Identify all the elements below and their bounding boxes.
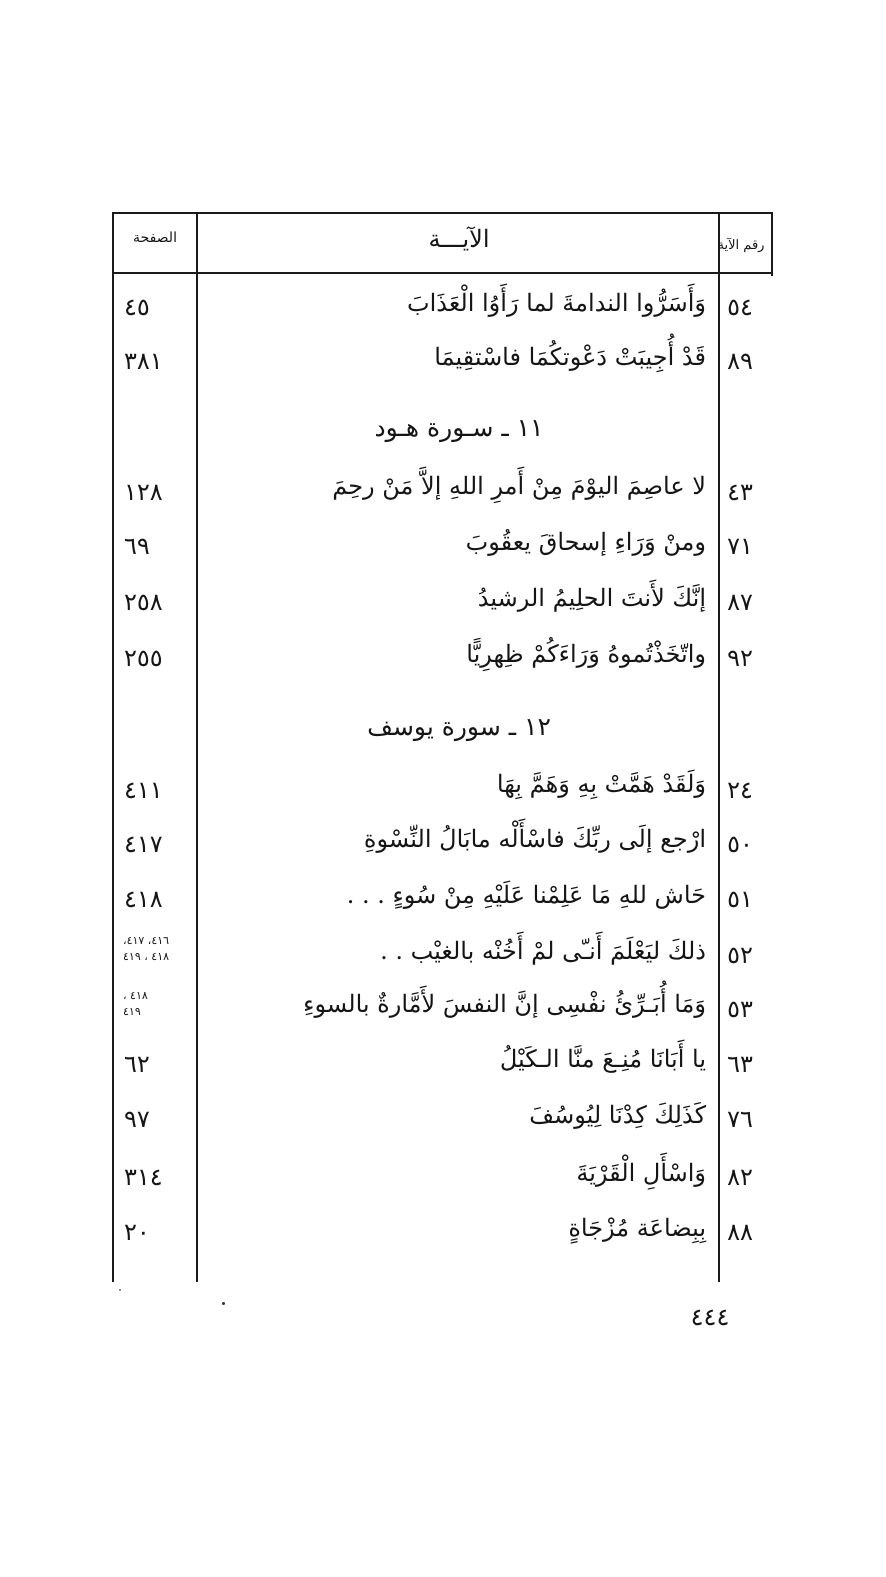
ink-speck xyxy=(222,1302,225,1305)
page-ref: ٤١١ xyxy=(124,776,163,804)
verse-number: ٦٣ xyxy=(727,1050,753,1078)
page-ref: ٢٠ xyxy=(124,1218,150,1246)
verse-text: لا عاصِمَ اليوْمَ مِنْ أَمرِ اللهِ إلاَّ مَنْ رحِمَ xyxy=(332,472,706,500)
verse-number: ٥٠ xyxy=(727,830,753,858)
verse-number: ٤٣ xyxy=(727,478,753,506)
verse-number: ٢٤ xyxy=(727,776,753,804)
verse-number: ٥٤ xyxy=(727,293,753,321)
verse-text: ومنْ وَرَاءِ إسحاقَ يعقُوبَ xyxy=(465,528,706,556)
verse-text: وَأَسَرُّوا الندامةَ لما رَأَوُا الْعَذَابَ xyxy=(406,289,706,317)
verse-text: كَذَلِكَ كِدْنَا لِيُوسُفَ xyxy=(529,1101,706,1129)
surah-heading: ١٢ ـ سورة يوسف xyxy=(367,712,551,741)
page-ref-line: ٤١٨ ، ٤١٩ xyxy=(123,950,170,963)
page-ref: ١٢٨ xyxy=(124,478,163,506)
verse-number: ٥١ xyxy=(727,885,753,913)
page-ref: ٩٧ xyxy=(124,1105,150,1133)
page-ref-line: ٤١٩ xyxy=(123,1005,141,1018)
verse-text: ارْجع إلَى ربِّكَ فاسْأَلْه مابَالُ النِّسْوةِ xyxy=(363,825,706,853)
verse-number: ٧١ xyxy=(727,532,753,560)
verse-text: ذلكَ ليَعْلَمَ أَنـّى لمْ أَخُنْه بالغيْب . . xyxy=(380,937,706,965)
page-number: ٤٤٤ xyxy=(690,1303,730,1331)
page-ref-line: ٤١٨ ، xyxy=(123,989,148,1002)
surah-heading: ١١ ـ سـورة هـود xyxy=(374,413,544,442)
page-ref: ٣١٤ xyxy=(124,1163,163,1191)
page-ref-line: ٤١٦، ٤١٧، xyxy=(123,934,170,947)
page-ref: ٦٢ xyxy=(124,1050,150,1078)
verse-number: ٨٩ xyxy=(727,347,753,375)
header-verse: الآيـــة xyxy=(428,225,490,253)
verse-number: ٩٢ xyxy=(727,644,753,672)
verse-text: إنَّكَ لأَنتَ الحلِيمُ الرشيدُ xyxy=(477,584,706,612)
table-border-top xyxy=(112,212,773,214)
verse-text: واتّخَذْتُموهُ وَرَاءَكُمْ ظِهرِيًّا xyxy=(466,640,706,668)
header-page: الصفحة xyxy=(133,230,177,246)
verse-text: وَلَقَدْ هَمَّتْ بِهِ وَهَمَّ بِهَا xyxy=(496,770,706,798)
page-ref: ٣٨١ xyxy=(124,347,163,375)
header-verse-number: رقم الآية xyxy=(717,238,765,253)
verse-text: وَاسْأَلِ الْقَرْيَةَ xyxy=(576,1159,706,1187)
verse-number: ٥٣ xyxy=(727,995,753,1023)
verse-number: ٥٢ xyxy=(727,941,753,969)
verse-text: يا أَبَانَا مُنِـعَ منَّا الـكَيْلُ xyxy=(499,1045,706,1073)
verse-number: ٨٨ xyxy=(727,1218,753,1246)
verse-text: حَاش للهِ مَا عَلِمْنا عَلَيْهِ مِنْ سُوءٍ . . . xyxy=(346,881,706,909)
ink-speck xyxy=(119,1289,121,1291)
verse-text: بِبِضاعَة مُزْجَاةٍ xyxy=(568,1214,706,1242)
page-ref: ٢٥٥ xyxy=(124,644,163,672)
page-ref: ٢٥٨ xyxy=(124,588,163,616)
header-divider xyxy=(112,272,773,274)
verse-number: ٨٢ xyxy=(727,1163,753,1191)
page-ref: ٤١٨ xyxy=(124,885,163,913)
page-ref: ٤٥ xyxy=(124,293,150,321)
table-border-right xyxy=(771,212,773,276)
page-ref: ٦٩ xyxy=(124,532,150,560)
verse-text: قَدْ أُجِيبَتْ دَعْوتكُمَا فاسْتقِيمَا xyxy=(434,343,706,371)
verse-text: وَمَا أُبَـرِّئُ نفْسِى إنَّ النفسَ لأَمَّارةٌ بالسوءِ xyxy=(303,990,706,1018)
verse-number: ٧٦ xyxy=(727,1105,753,1133)
verse-number: ٨٧ xyxy=(727,588,753,616)
page-ref: ٤١٧ xyxy=(124,830,163,858)
